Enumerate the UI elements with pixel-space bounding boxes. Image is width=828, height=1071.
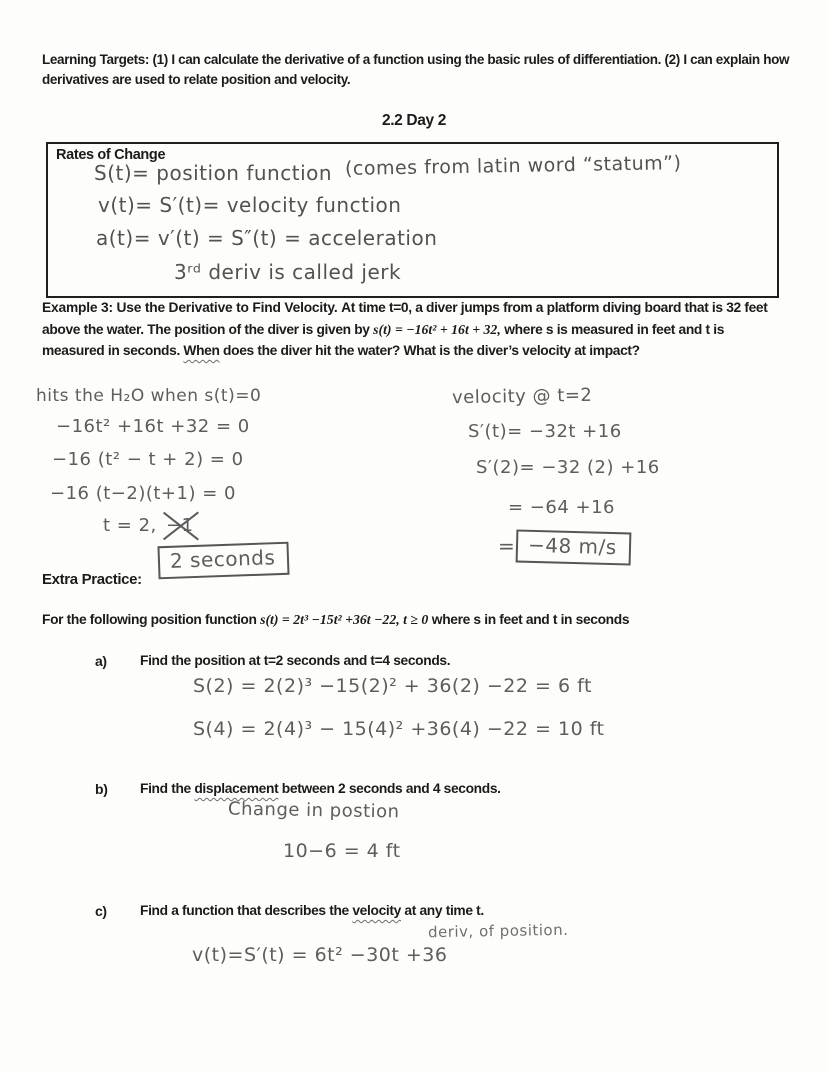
handwriting-roots — [103, 515, 197, 536]
answer-box-velocity: −48 m/s — [516, 530, 632, 566]
handwriting-derivative: S′(t)= −32t +16 — [468, 421, 622, 442]
extra-practice-intro — [42, 612, 629, 628]
handwriting-hits-water-note: hits the H₂O when s(t)=0 — [36, 386, 262, 406]
part-c-post: at any time t. — [400, 903, 484, 918]
intro-position-function: s(t) = 2t³ −15t² +36t −22, t ≥ 0 — [260, 612, 429, 627]
rates-box-heading: Rates of Change — [56, 147, 166, 163]
extra-practice-heading: Extra Practice: — [42, 571, 142, 588]
part-c-question — [140, 903, 484, 918]
handwriting-substitute-2: S′(2)= −32 (2) +16 — [476, 457, 660, 478]
example3-when-underlined: When — [183, 343, 220, 359]
part-c-pre: Find a function that describes the — [140, 903, 353, 918]
part-b-label: b) — [95, 781, 108, 797]
part-c-velocity-underlined: velocity — [352, 903, 401, 918]
handwriting-s2-computation: S(2) = 2(2)³ −15(2)² + 36(2) −22 = 6 ft — [193, 675, 592, 697]
handwriting-roots-value: t = 2, — [103, 515, 163, 536]
part-b-question — [140, 781, 501, 796]
part-a-question: Find the position at t=2 seconds and t=4 seconds. — [140, 653, 451, 668]
handwriting-velocity-at-2: velocity @ t=2 — [451, 384, 593, 409]
handwriting-statum-note: (comes from latin word “statum”) — [344, 152, 682, 180]
handwriting-s4-computation: S(4) = 2(4)³ − 15(4)² +36(4) −22 = 10 ft — [193, 718, 605, 740]
handwriting-displacement-answer: 10−6 = 4 ft — [283, 840, 401, 862]
example3-equation: s(t) = −16t² + 16t + 32, — [373, 321, 501, 337]
handwriting-time-answer — [157, 542, 289, 580]
learning-targets-text: Learning Targets: (1) I can calculate the derivative of a function using the basic rules of differentiation. (2) I can explain how derivatives are used to relate position and velocity. — [42, 52, 790, 87]
part-c-label: c) — [95, 903, 107, 919]
part-b-post: between 2 seconds and 4 seconds. — [278, 781, 501, 796]
part-a-label: a) — [95, 653, 107, 669]
handwriting-rejected-root: −1 — [163, 515, 197, 536]
handwriting-simplify: = −64 +16 — [508, 497, 615, 518]
part-b-pre: Find the — [140, 781, 195, 796]
equals-sign: = — [498, 534, 516, 558]
answer-box-seconds: 2 seconds — [157, 542, 289, 580]
handwriting-jerk-note: 3ʳᵈ deriv is called jerk — [174, 260, 402, 284]
example3-paragraph — [42, 297, 786, 362]
handwriting-change-in-position: Change in postion — [227, 798, 400, 823]
example3-lead: Example 3: Use the Derivative to Find Velocity. — [42, 300, 342, 315]
handwriting-acceleration: a(t)= v′(t) = S″(t) = acceleration — [96, 226, 438, 250]
page-title: 2.2 Day 2 — [381, 112, 447, 129]
example3-body3: does the diver hit the water? What is the diver’s velocity at impact? — [219, 343, 640, 359]
intro-post: where s in feet and t in seconds — [428, 612, 630, 627]
intro-pre: For the following position function — [42, 612, 261, 627]
handwriting-velocity-function-answer: v(t)=S′(t) = 6t² −30t +36 — [192, 944, 448, 966]
handwriting-velocity-answer — [498, 531, 631, 564]
handwriting-position-function: S(t)= position function — [94, 161, 333, 185]
example3-body1: At time t=0, a diver jumps from a platform diving board that is 32 feet above the water. The position of the diver is given by — [42, 300, 768, 337]
example3-body2: where s is measured in feet and t is measured in seconds. — [42, 321, 725, 359]
handwriting-velocity-function: v(t)= S′(t)= velocity function — [98, 193, 402, 217]
handwriting-factor-step1: −16 (t² − t + 2) = 0 — [52, 449, 244, 470]
rates-of-change-box — [46, 142, 779, 298]
handwriting-equation-set-zero: −16t² +16t +32 = 0 — [56, 416, 250, 437]
handwriting-deriv-of-position-note: deriv, of position. — [427, 920, 569, 942]
handwriting-factor-step2: −16 (t−2)(t+1) = 0 — [50, 483, 236, 504]
part-b-displacement-underlined: displacement — [194, 781, 279, 796]
